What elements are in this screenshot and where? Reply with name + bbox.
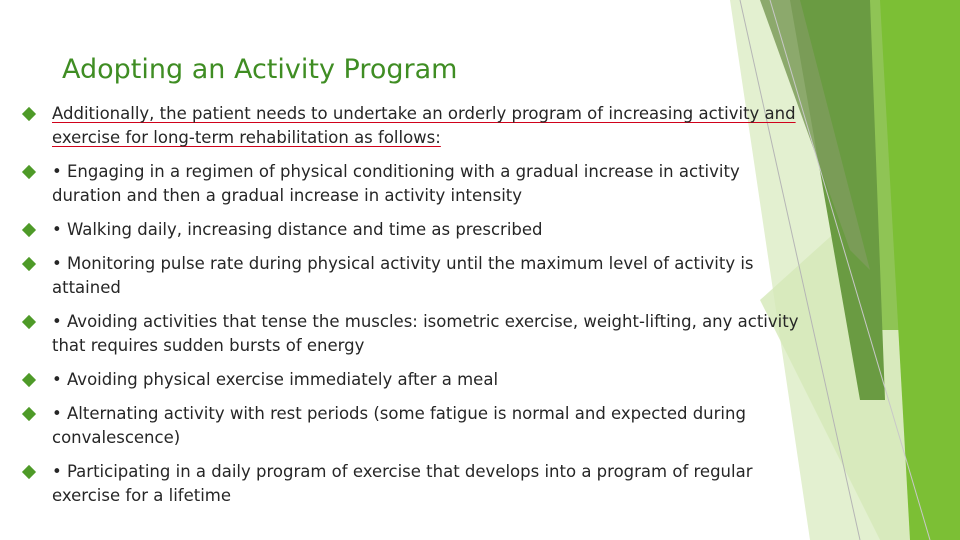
diamond-bullet-icon (22, 407, 36, 421)
diamond-bullet-icon (22, 465, 36, 479)
bullet-item: • Alternating activity with rest periods (some fatigue is normal and expected during convalescence) (52, 404, 746, 447)
bullet-item: Additionally, the patient needs to undertake an orderly program of increasing activity and exercise for long-term rehabilitation as follows: (52, 104, 796, 147)
diamond-bullet-icon (22, 223, 36, 237)
bullet-item: • Monitoring pulse rate during physical activity until the maximum level of activity is attained (52, 254, 754, 297)
diamond-bullet-icon (22, 165, 36, 179)
bullet-item: • Walking daily, increasing distance and time as prescribed (52, 220, 543, 239)
diamond-bullet-icon (22, 257, 36, 271)
diamond-bullet-icon (22, 373, 36, 387)
bullet-item: • Participating in a daily program of exercise that develops into a program of regular exercise for a lifetime (52, 462, 753, 505)
diamond-bullet-icon (22, 107, 36, 121)
bullet-item: • Engaging in a regimen of physical conditioning with a gradual increase in activity duration and then a gradual increase in activity intensity (52, 162, 740, 205)
bullet-item: • Avoiding physical exercise immediately after a meal (52, 370, 499, 389)
slide-title: Adopting an Activity Program (62, 54, 458, 85)
bullet-item: • Avoiding activities that tense the muscles: isometric exercise, weight-lifting, any activity that requires sudden bursts of energy (52, 312, 799, 355)
diamond-bullet-icon (22, 315, 36, 329)
